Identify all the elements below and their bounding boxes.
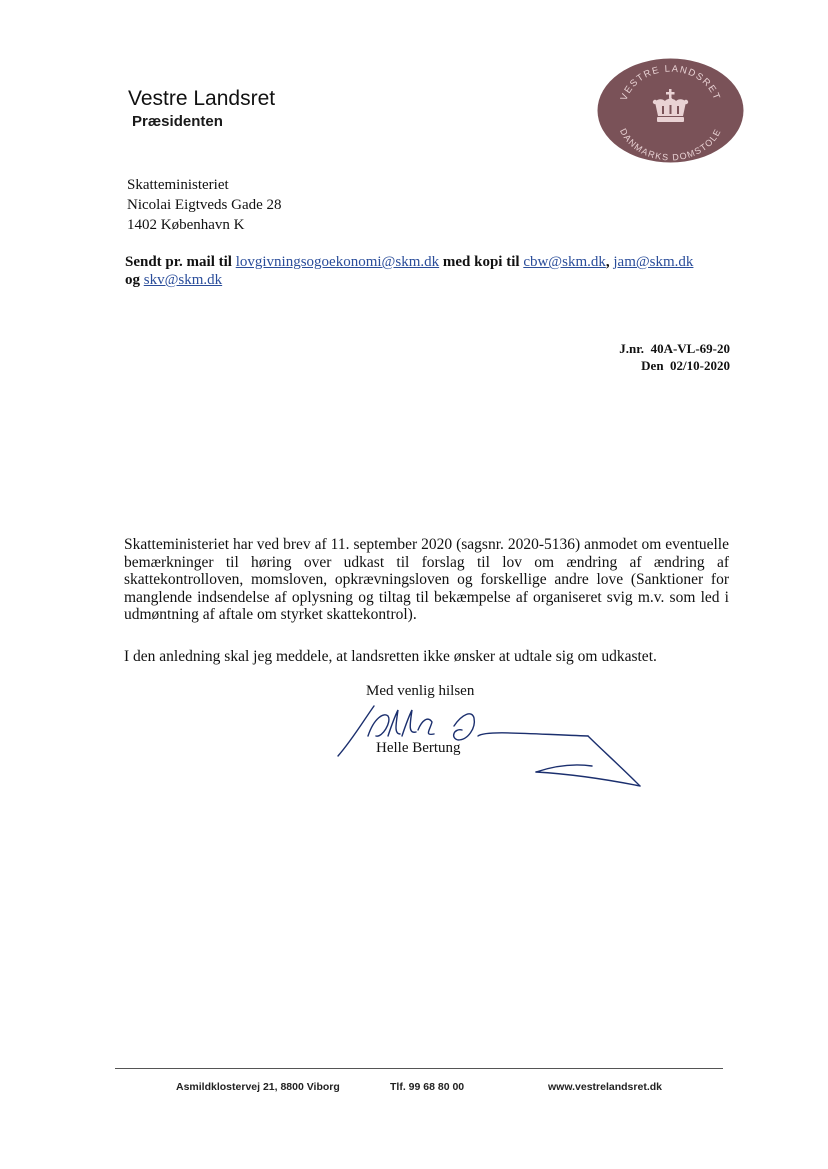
court-subtitle: Præsidenten	[132, 113, 223, 130]
mail-sep: ,	[605, 254, 614, 270]
recipient-street: Nicolai Eigtveds Gade 28	[127, 197, 282, 213]
date-label: Den	[641, 358, 664, 373]
email-link-main[interactable]: lovgivningsogoekonomi@skm.dk	[235, 254, 440, 270]
jnr-value: 40A-VL-69-20	[650, 341, 730, 356]
body-paragraph-1: Skatteministeriet har ved brev af 11. september 2020 (sagsnr. 2020-5136) anmodet om eventuelle bemærkninger til høring over udkast til forslag til lov om ændring af ændring af skattekontrolloven, momsloven, opkrævningsloven og forskellige andre love (Sanktioner for manglende indsendelse af oplysning og tiltag til bekæmpelse af organiseret svig m.v. som led i udmøntning af aftale om styrket skattekontrol).	[124, 536, 729, 623]
footer-address: Asmildklostervej 21, 8800 Viborg	[176, 1081, 340, 1093]
journal-number	[619, 341, 730, 357]
footer-website[interactable]: www.vestrelandsret.dk	[548, 1081, 662, 1093]
footer-phone: Tlf. 99 68 80 00	[390, 1081, 465, 1093]
seal-top-text: VESTRE LANDSRET	[618, 63, 723, 103]
mail-og: og	[125, 272, 144, 288]
email-link-skv[interactable]: skv@skm.dk	[143, 272, 223, 288]
court-name: Vestre Landsret	[128, 87, 276, 110]
email-link-jam[interactable]: jam@skm.dk	[613, 254, 694, 270]
footer-divider	[115, 1068, 723, 1069]
seal-bottom-text: DANMARKS DOMSTOLE	[617, 126, 724, 163]
recipient-city: 1402 København K	[127, 217, 245, 233]
handwritten-signature	[330, 700, 650, 800]
court-seal	[597, 58, 744, 163]
mail-prefix: Sendt pr. mail til	[125, 254, 236, 270]
body-paragraph-2: I den anledning skal jeg meddele, at landsretten ikke ønsker at udtale sig om udkastet.	[124, 648, 657, 665]
recipient-name: Skatteministeriet	[127, 177, 229, 193]
signer-name: Helle Bertung	[376, 740, 461, 756]
jnr-label: J.nr.	[619, 341, 645, 356]
closing-greeting: Med venlig hilsen	[366, 683, 475, 699]
mail-notice	[125, 252, 735, 272]
mail-middle: med kopi til	[439, 254, 524, 270]
mail-notice-continued	[125, 270, 735, 290]
date-value: 02/10-2020	[670, 358, 730, 373]
letter-date	[641, 358, 730, 374]
email-link-cbw[interactable]: cbw@skm.dk	[523, 254, 606, 270]
